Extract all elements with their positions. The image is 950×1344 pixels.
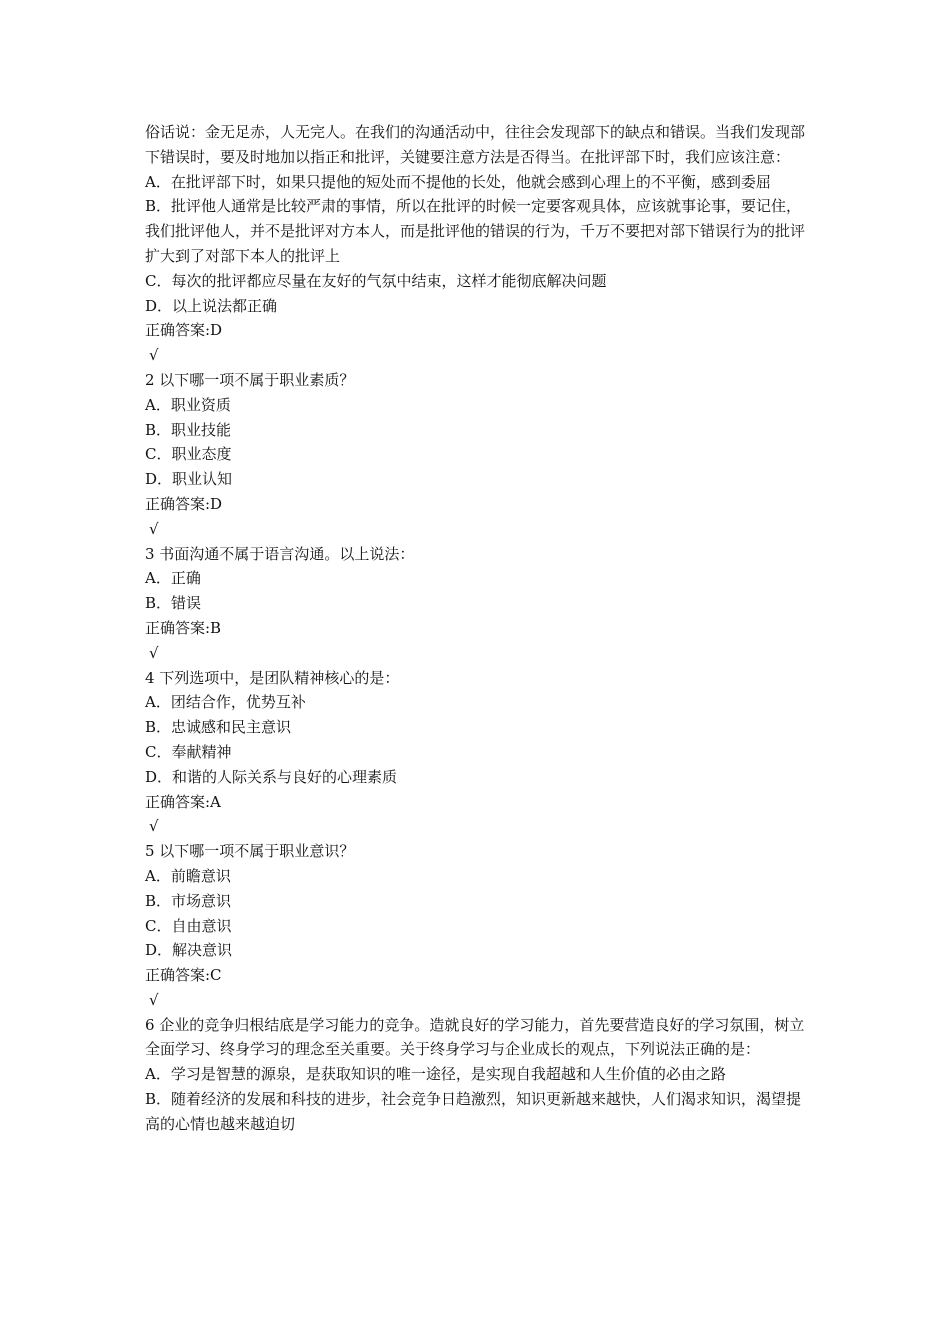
question-6 <box>145 1013 813 1137</box>
correct-answer: 正确答案:B <box>145 618 222 637</box>
correct-answer: 正确答案:C <box>145 966 222 985</box>
correct-answer: 正确答案:D <box>145 321 223 340</box>
option-b: B．市场意识 <box>145 891 232 910</box>
question-5 <box>145 839 813 1013</box>
question-stem: 俗话说：金无足赤，人无完人。在我们的沟通活动中，往往会发现部下的缺点和错误。当我们发现部下错误时，要及时地加以指正和批评，关键要注意方法是否得当。在批评部下时，我们应该注意： <box>145 123 806 166</box>
option-a: A．学习是智慧的源泉，是获取知识的唯一途径，是实现自我超越和人生价值的必由之路 <box>145 1065 726 1084</box>
check-mark: √ <box>149 990 159 1009</box>
option-a: A．团结合作，优势互补 <box>145 693 306 712</box>
question-stem: 2 以下哪一项不属于职业素质？ <box>145 370 355 389</box>
option-c: C．每次的批评都应尽量在友好的气氛中结束，这样才能彻底解决问题 <box>145 271 607 290</box>
option-b: B．批评他人通常是比较严肃的事情，所以在批评的时候一定要客观具体，应该就事论事，要记住，我们批评他人，并不是批评对方本人，而是批评他的错误的行为，千万不要把对部下错误行为的批评扩大到了对部下本人的批评上 <box>145 197 806 265</box>
option-a: A．正确 <box>145 569 201 588</box>
option-a: A．前瞻意识 <box>145 866 231 885</box>
question-stem: 6 企业的竞争归根结底是学习能力的竞争。造就良好的学习能力，首先要营造良好的学习氛围，树立全面学习、终身学习的理念至关重要。关于终身学习与企业成长的观点，下列说法正确的是： <box>145 1015 805 1059</box>
option-d: D．职业认知 <box>145 470 233 489</box>
option-a: A．在批评部下时，如果只提他的短处而不提他的长处，他就会感到心理上的不平衡，感到委屈 <box>145 172 771 191</box>
option-c: C．自由意识 <box>145 916 232 935</box>
check-mark: √ <box>149 817 159 836</box>
document-body <box>145 120 813 1137</box>
option-b: B．错误 <box>145 594 202 613</box>
question-3 <box>145 542 813 666</box>
question-stem: 3 书面沟通不属于语言沟通。以上说法： <box>145 544 415 563</box>
option-b: B．职业技能 <box>145 420 232 439</box>
option-b: B．随着经济的发展和科技的进步，社会竞争日趋激烈，知识更新越来越快，人们渴求知识，渴望提高的心情也越来越迫切 <box>145 1090 802 1133</box>
correct-answer: 正确答案:A <box>145 792 221 811</box>
question-4 <box>145 666 813 840</box>
option-c: C．奉献精神 <box>145 742 232 761</box>
question-stem: 4 下列选项中，是团队精神核心的是： <box>145 668 400 687</box>
option-a: A．职业资质 <box>145 395 231 414</box>
option-d: D．以上说法都正确 <box>145 296 278 315</box>
option-d: D．和谐的人际关系与良好的心理素质 <box>145 767 398 786</box>
option-c: C．职业态度 <box>145 445 232 464</box>
question-stem: 5 以下哪一项不属于职业意识？ <box>145 842 355 861</box>
question-1 <box>145 120 813 368</box>
check-mark: √ <box>149 643 159 662</box>
option-b: B．忠诚感和民主意识 <box>145 718 292 737</box>
correct-answer: 正确答案:D <box>145 494 223 513</box>
check-mark: √ <box>149 519 159 538</box>
question-2 <box>145 368 813 542</box>
check-mark: √ <box>149 346 159 365</box>
option-d: D．解决意识 <box>145 941 233 960</box>
